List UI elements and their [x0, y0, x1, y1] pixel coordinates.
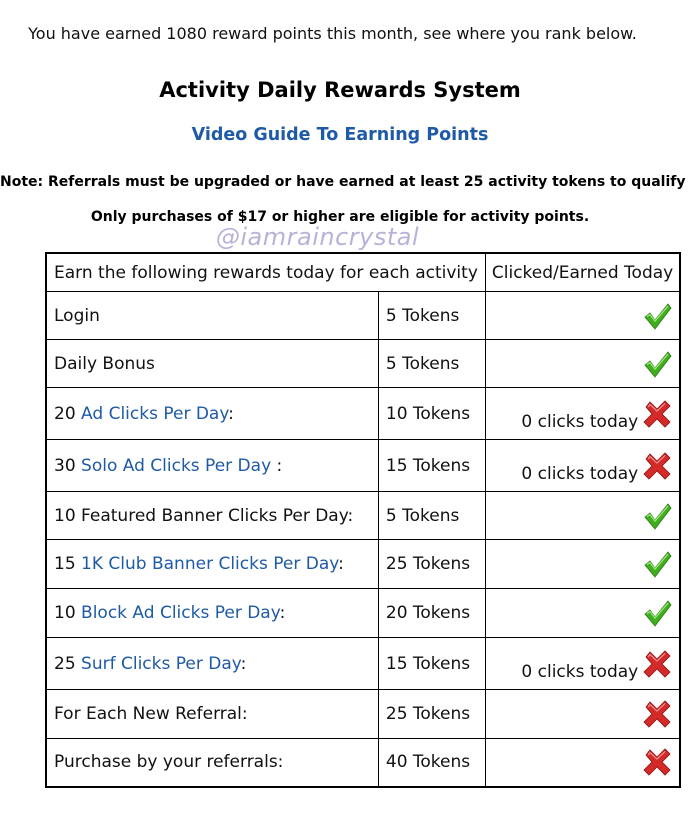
activity-label: Daily Bonus — [54, 353, 155, 374]
table-row — [46, 492, 680, 540]
tokens-cell: 5 Tokens — [378, 492, 485, 540]
table-row — [46, 540, 680, 589]
tokens-cell: 10 Tokens — [378, 388, 485, 440]
activity-cell — [46, 540, 378, 589]
activity-label: Purchase by your referrals: — [54, 752, 284, 773]
activity-label: Login — [54, 305, 100, 326]
check-icon — [642, 301, 672, 331]
activity-cell — [46, 589, 378, 638]
status-cell — [485, 292, 680, 340]
status-cell — [485, 690, 680, 739]
activity-label: 10 — [54, 603, 82, 623]
tokens-cell: 5 Tokens — [378, 340, 485, 388]
table-row — [46, 292, 680, 340]
activity-cell — [46, 638, 378, 690]
status-cell — [485, 492, 680, 540]
activity-cell — [46, 388, 378, 440]
check-icon — [642, 501, 672, 531]
activity-cell — [46, 440, 378, 492]
table-row — [46, 388, 680, 440]
activity-label: 30 — [54, 455, 82, 476]
status-column-header: Clicked/Earned Today — [485, 253, 680, 292]
cross-icon — [642, 649, 672, 679]
table-row — [46, 440, 680, 492]
status-cell — [485, 340, 680, 388]
clicks-today-text: 0 clicks today — [521, 411, 639, 432]
tokens-cell: 15 Tokens — [378, 440, 485, 492]
activity-link[interactable]: 1K Club Banner Clicks Per Day — [81, 554, 339, 574]
cross-icon — [642, 699, 672, 729]
status-cell — [485, 388, 680, 440]
activity-cell — [46, 690, 378, 739]
tokens-cell: 40 Tokens — [378, 739, 485, 787]
earned-points-message: You have earned 1080 reward points this month, see where you rank below. — [28, 24, 637, 43]
status-cell — [485, 540, 680, 589]
activity-link[interactable]: Surf Clicks Per Day — [81, 653, 241, 674]
status-cell — [485, 739, 680, 787]
activity-suffix: : — [271, 455, 283, 476]
table-row — [46, 690, 680, 739]
activity-cell — [46, 292, 378, 340]
purchase-note: Only purchases of $17 or higher are eligible for activity points. — [90, 209, 590, 225]
activity-suffix: : — [228, 403, 234, 424]
rewards-table-body — [46, 292, 680, 787]
activity-label: 15 — [54, 554, 82, 574]
table-header-row — [46, 253, 680, 292]
activity-suffix: : — [240, 653, 247, 674]
check-icon — [642, 598, 672, 628]
activity-suffix: : — [338, 554, 344, 574]
tokens-cell: 25 Tokens — [378, 690, 485, 739]
tokens-cell: 20 Tokens — [378, 589, 485, 638]
clicks-today-text: 0 clicks today — [521, 463, 639, 484]
table-row — [46, 638, 680, 690]
referral-note: Note: Referrals must be upgraded or have earned at least 25 activity tokens to qualify — [0, 174, 686, 190]
activity-label: 25 — [54, 653, 82, 674]
tokens-cell: 15 Tokens — [378, 638, 485, 690]
tokens-cell: 25 Tokens — [378, 540, 485, 589]
watermark: @iamraincrystal — [215, 223, 420, 251]
page-title: Activity Daily Rewards System — [159, 78, 521, 102]
tokens-cell: 5 Tokens — [378, 292, 485, 340]
table-row — [46, 589, 680, 638]
activity-suffix: : — [279, 603, 286, 623]
status-cell — [485, 589, 680, 638]
table-row — [46, 340, 680, 388]
cross-icon — [642, 451, 672, 481]
clicks-today-text: 0 clicks today — [521, 661, 639, 682]
activity-label: 20 — [54, 403, 82, 424]
video-guide-link[interactable]: Video Guide To Earning Points — [191, 125, 489, 145]
cross-icon — [642, 399, 672, 429]
rewards-table — [45, 252, 681, 788]
activity-column-header: Earn the following rewards today for each activity — [46, 253, 485, 292]
activity-label: For Each New Referral: — [54, 704, 248, 724]
activity-link[interactable]: Solo Ad Clicks Per Day — [81, 455, 272, 476]
check-icon — [642, 349, 672, 379]
status-cell — [485, 638, 680, 690]
activity-link[interactable]: Block Ad Clicks Per Day — [81, 603, 280, 623]
activity-label: 10 Featured Banner Clicks Per Day: — [54, 505, 354, 526]
activity-cell — [46, 340, 378, 388]
status-cell — [485, 440, 680, 492]
cross-icon — [642, 747, 672, 777]
activity-link[interactable]: Ad Clicks Per Day — [81, 403, 229, 424]
activity-cell — [46, 739, 378, 787]
activity-cell — [46, 492, 378, 540]
check-icon — [642, 549, 672, 579]
table-row — [46, 739, 680, 787]
